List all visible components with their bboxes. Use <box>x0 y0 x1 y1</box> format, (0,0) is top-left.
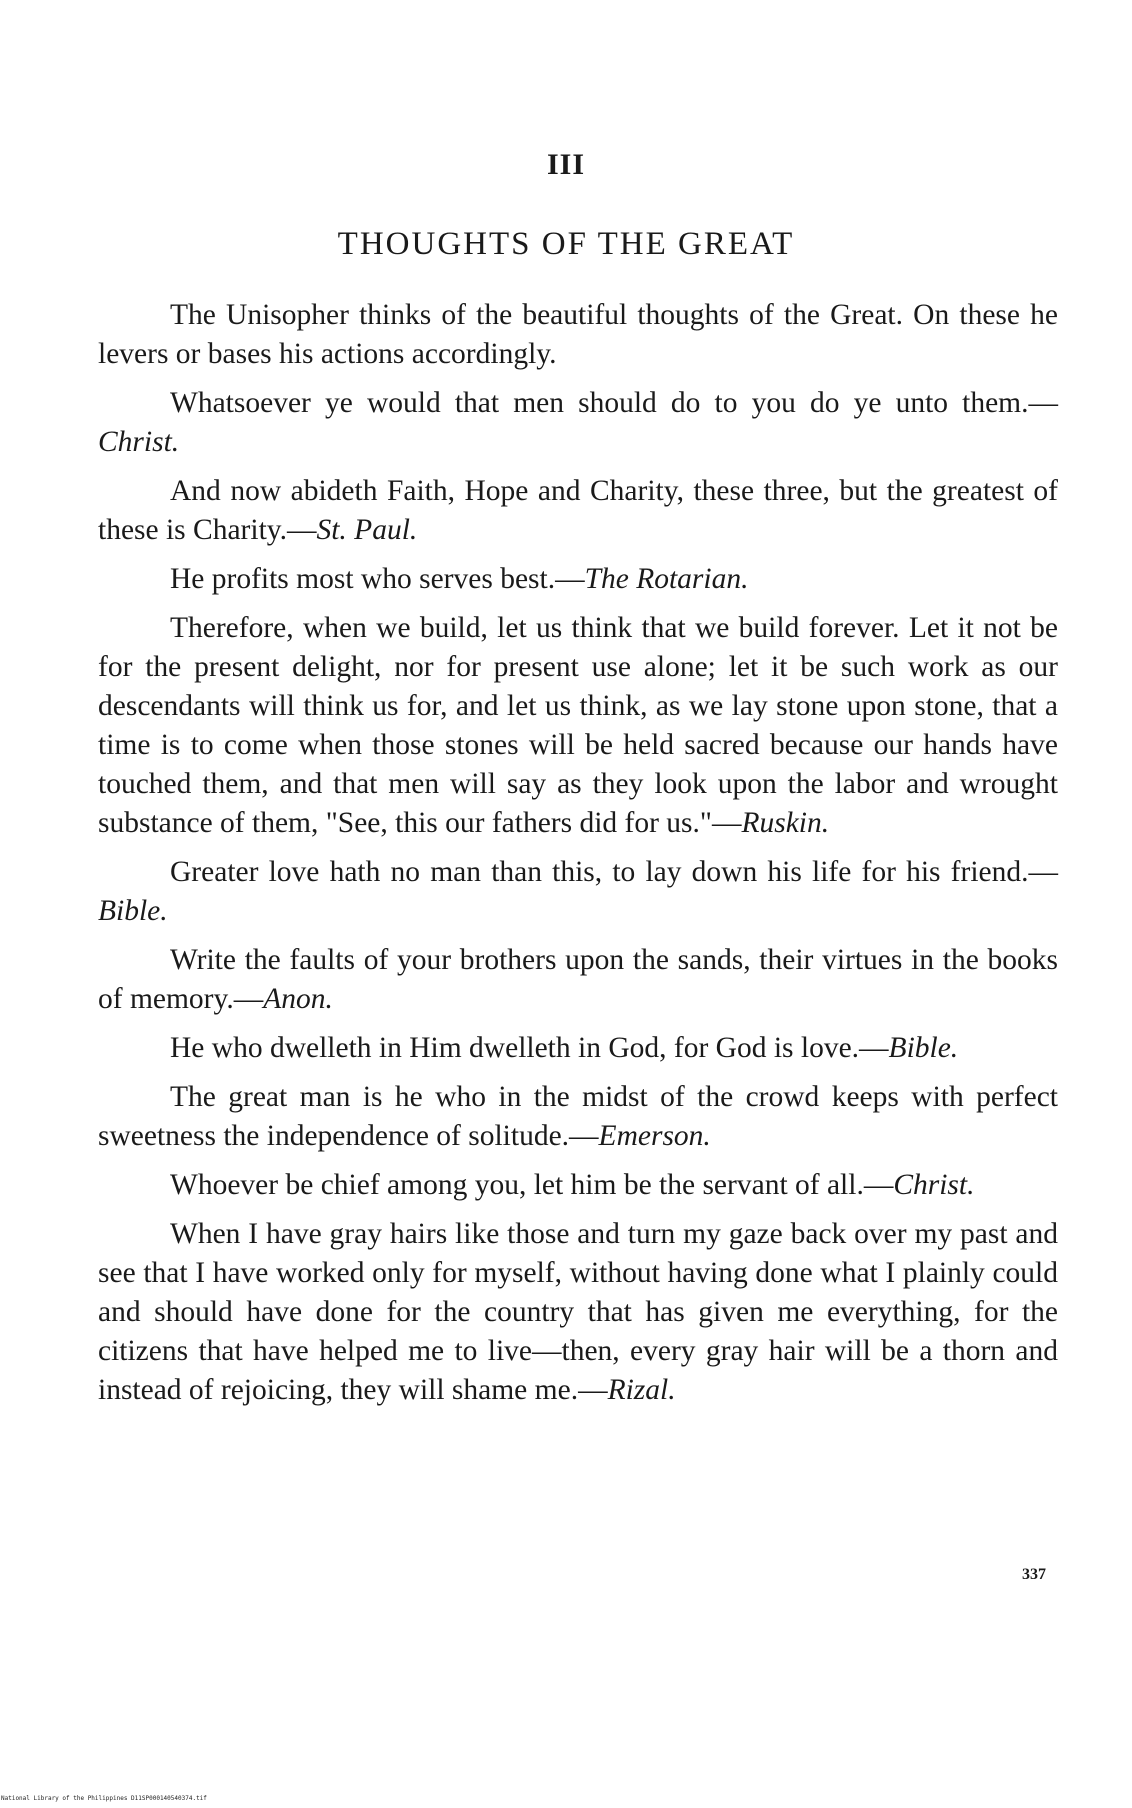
quote-paragraph <box>98 853 1058 931</box>
quote-text: Therefore, when we build, let us think that we build forever. Let it not be for the present delight, nor for present use alone; let it be such work as our descendants will think us for, and let us think, as we lay stone upon stone, that a time is to come when those stones will be held sacred because our hands have touched them, and that men will say as they look upon the labor and wrought substance of them, "See, this our fathers did for us."— <box>98 612 1058 839</box>
quote-text: When I have gray hairs like those and turn my gaze back over my past and see that I have worked only for myself, without having done what I plainly could and should have done for the country that has given me everything, for the citizens that have helped me to live—then, every gray hair will be a thorn and instead of rejoicing, they will shame me.— <box>98 1218 1058 1406</box>
quote-text: He profits most who serves best.— <box>170 563 585 595</box>
quote-paragraph <box>98 1215 1058 1410</box>
quote-author: Christ. <box>98 426 180 458</box>
scan-footer: National Library of the Philippines D11SP000140540374.tif <box>1 1795 207 1802</box>
quote-paragraph <box>98 472 1058 550</box>
quote-paragraph <box>98 1029 1058 1068</box>
body-text <box>98 296 1058 1420</box>
quote-paragraph <box>98 609 1058 843</box>
quote-author: Anon. <box>263 983 333 1015</box>
quote-text: The great man is he who in the midst of the crowd keeps with perfect sweetness the independence of solitude.— <box>98 1081 1058 1152</box>
quote-text: Write the faults of your brothers upon the sands, their virtues in the books of memory.— <box>98 944 1058 1015</box>
quote-paragraph <box>98 1166 1058 1205</box>
quote-author: Bible. <box>98 895 168 927</box>
quote-author: Ruskin. <box>741 807 830 839</box>
quote-paragraph <box>98 560 1058 599</box>
quote-author: Rizal. <box>607 1374 676 1406</box>
page-number: 337 <box>1022 1566 1046 1583</box>
chapter-number: III <box>546 148 586 181</box>
chapter-title: THOUGHTS OF THE GREAT <box>337 226 795 262</box>
quote-paragraph <box>98 941 1058 1019</box>
quote-author: Christ. <box>893 1169 975 1201</box>
paragraph <box>98 296 1058 374</box>
quote-author: The Rotarian. <box>584 563 749 595</box>
quote-paragraph <box>98 384 1058 462</box>
quote-author: St. Paul. <box>316 514 418 546</box>
quote-author: Emerson. <box>598 1120 711 1152</box>
quote-text: Whoever be chief among you, let him be the servant of all.— <box>170 1169 894 1201</box>
paragraph-text: The Unisopher thinks of the beautiful thoughts of the Great. On these he levers or bases his actions accordingly. <box>98 299 1058 370</box>
quote-author: Bible. <box>888 1032 959 1064</box>
quote-text: Greater love hath no man than this, to lay down his life for his friend.— <box>170 856 1058 888</box>
quote-text: And now abideth Faith, Hope and Charity, these three, but the greatest of these is Charity.— <box>98 475 1058 546</box>
quote-text: Whatsoever ye would that men should do to you do ye unto them.— <box>170 387 1058 419</box>
quote-text: He who dwelleth in Him dwelleth in God, for God is love.— <box>170 1032 889 1064</box>
quote-paragraph <box>98 1078 1058 1156</box>
